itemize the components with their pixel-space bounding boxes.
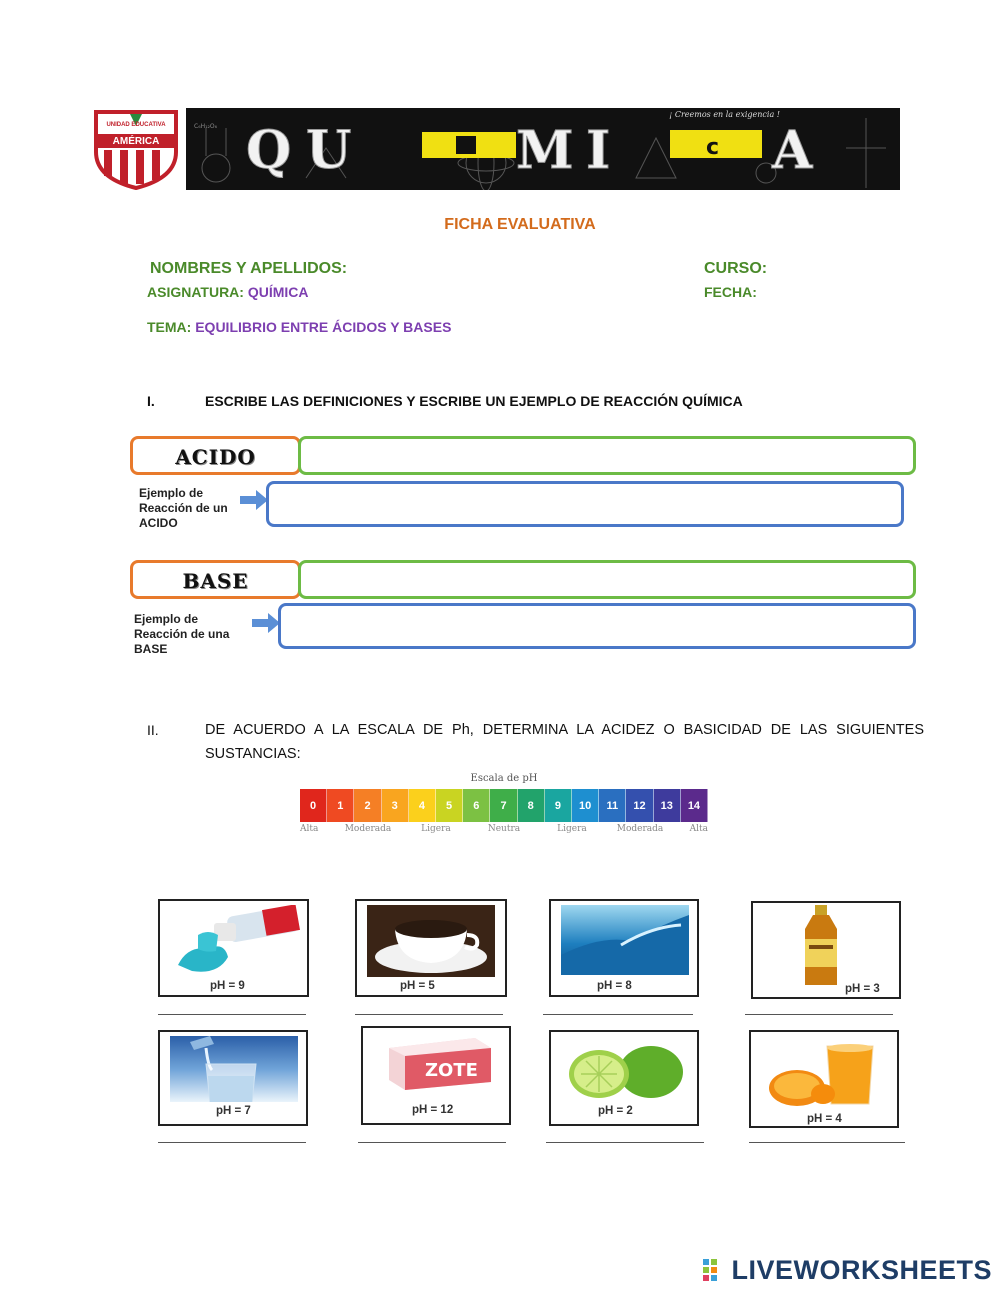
svg-text:Q: Q <box>246 120 292 181</box>
section-1-number: I. <box>147 393 155 409</box>
ph-cell: 7 <box>490 789 517 822</box>
ph-scale <box>300 773 708 836</box>
sea-water-card <box>549 899 699 997</box>
svg-text:M: M <box>516 120 574 181</box>
ph-cell: 14 <box>681 789 708 822</box>
orange-juice-image <box>767 1038 887 1108</box>
acid-example-field[interactable] <box>266 481 904 527</box>
banner-motto: ¡ Creemos en la exigencia ! <box>669 110 780 119</box>
acid-title-box <box>130 436 301 475</box>
arrow-right-icon <box>240 490 268 510</box>
svg-text:I: I <box>586 120 611 181</box>
ph-value: pH = 7 <box>216 1105 251 1117</box>
base-example-line-2: Reacción de una <box>134 627 230 641</box>
vinegar-bottle-image <box>791 905 851 989</box>
ph-value: pH = 4 <box>807 1113 842 1125</box>
brand-text: LIVEWORKSHEETS <box>731 1255 992 1285</box>
base-example-label <box>134 612 229 657</box>
lime-card <box>549 1030 699 1126</box>
page-title: FICHA EVALUATIVA <box>444 216 596 233</box>
ph-value: pH = 9 <box>210 980 245 992</box>
ph-cell: 5 <box>436 789 463 822</box>
acid-example-line-3: ACIDO <box>139 516 178 530</box>
section-1-title: ESCRIBE LAS DEFINICIONES Y ESCRIBE UN EJEMPLO DE REACCIÓN QUÍMICA <box>205 393 743 409</box>
shield-top-text: UNIDAD EDUCATIVA <box>106 122 166 128</box>
soap-card <box>361 1026 511 1125</box>
ph-cell: 3 <box>382 789 409 822</box>
ph-cell: 11 <box>599 789 626 822</box>
svg-text:A: A <box>772 120 813 181</box>
ph-value: pH = 2 <box>598 1105 633 1117</box>
liveworksheets-brand[interactable] <box>731 1255 992 1286</box>
soap-brand-text: ZOTE <box>425 1060 478 1081</box>
water-card <box>158 1030 308 1126</box>
toothpaste-image <box>168 905 300 977</box>
ph-cell: 9 <box>545 789 572 822</box>
svg-text:C₆H₁₂O₆: C₆H₁₂O₆ <box>194 123 218 130</box>
lime-image <box>565 1038 687 1100</box>
orange-juice-card <box>749 1030 899 1128</box>
topic-line <box>147 319 451 335</box>
ph-scale-label: Moderada <box>616 824 664 834</box>
quimica-banner <box>186 108 900 190</box>
subject-line <box>147 284 309 300</box>
acid-definition-field[interactable] <box>298 436 916 475</box>
topic-label: TEMA: <box>147 319 192 335</box>
toothpaste-card <box>158 899 309 997</box>
ph-cell: 2 <box>354 789 381 822</box>
ph-scale-label: Alta <box>689 824 708 834</box>
answer-line[interactable] <box>546 1142 704 1143</box>
svg-text:c: c <box>706 135 720 160</box>
answer-line[interactable] <box>358 1142 506 1143</box>
ph-value: pH = 5 <box>400 980 435 992</box>
answer-line[interactable] <box>749 1142 905 1143</box>
ph-cell: 12 <box>626 789 653 822</box>
vinegar-card <box>751 901 901 999</box>
school-shield-logo <box>90 108 182 190</box>
ph-scale-label: Moderada <box>344 824 392 834</box>
answer-line[interactable] <box>158 1142 306 1143</box>
ph-scale-title: Escala de pH <box>470 773 538 784</box>
subject-label: ASIGNATURA: <box>147 284 244 300</box>
ph-cell: 10 <box>572 789 599 822</box>
soap-image <box>385 1034 495 1092</box>
coffee-card <box>355 899 507 997</box>
section-2-text: DE ACUERDO A LA ESCALA DE Ph, DETERMINA LA ACIDEZ O BASICIDAD DE LAS SIGUIENTES SUSTANCIAS: <box>205 722 924 762</box>
ph-scale-label: Ligera <box>421 824 451 834</box>
answer-line[interactable] <box>543 1014 693 1015</box>
ph-cell: 6 <box>463 789 490 822</box>
ph-cell: 1 <box>327 789 354 822</box>
ph-value: pH = 3 <box>845 983 880 995</box>
acid-title: ACIDO <box>175 445 256 469</box>
svg-text:U: U <box>306 120 352 181</box>
ph-cell: 4 <box>409 789 436 822</box>
ph-scale-label: Alta <box>300 824 319 834</box>
answer-line[interactable] <box>158 1014 306 1015</box>
ph-scale-label: Ligera <box>557 824 587 834</box>
ph-cell: 0 <box>300 789 327 822</box>
course-label: CURSO: <box>704 260 768 277</box>
ph-cell: 8 <box>518 789 545 822</box>
subject-value: QUÍMICA <box>247 284 309 300</box>
section-2-number: II. <box>147 722 159 738</box>
acid-example-line-1: Ejemplo de <box>139 486 204 500</box>
liveworksheets-logo-icon <box>703 1259 725 1281</box>
acid-example-line-2: Reacción de un <box>139 501 228 515</box>
ph-cell: 13 <box>654 789 681 822</box>
ph-scale-label: Neutra <box>487 824 521 834</box>
arrow-right-icon <box>252 613 280 633</box>
coffee-image <box>367 905 495 977</box>
answer-line[interactable] <box>745 1014 893 1015</box>
water-glass-image <box>170 1036 298 1102</box>
answer-line[interactable] <box>355 1014 503 1015</box>
ph-scale-labels <box>300 822 708 836</box>
acid-example-label <box>139 486 228 531</box>
base-title-box <box>130 560 301 599</box>
base-example-line-3: BASE <box>134 642 168 656</box>
shield-name-text: AMÉRICA <box>112 136 160 147</box>
topic-value: EQUILIBRIO ENTRE ÁCIDOS Y BASES <box>195 319 452 335</box>
names-label: NOMBRES Y APELLIDOS: <box>150 260 348 277</box>
ph-value: pH = 8 <box>597 980 632 992</box>
base-title: BASE <box>182 569 249 593</box>
ph-scale-cells <box>300 789 708 822</box>
ph-value: pH = 12 <box>412 1104 454 1116</box>
base-example-field[interactable] <box>278 603 916 649</box>
quimica-title-letters <box>186 108 900 190</box>
base-definition-field[interactable] <box>298 560 916 599</box>
wave-image <box>561 905 689 975</box>
base-example-line-1: Ejemplo de <box>134 612 199 626</box>
date-label: FECHA: <box>704 284 757 300</box>
